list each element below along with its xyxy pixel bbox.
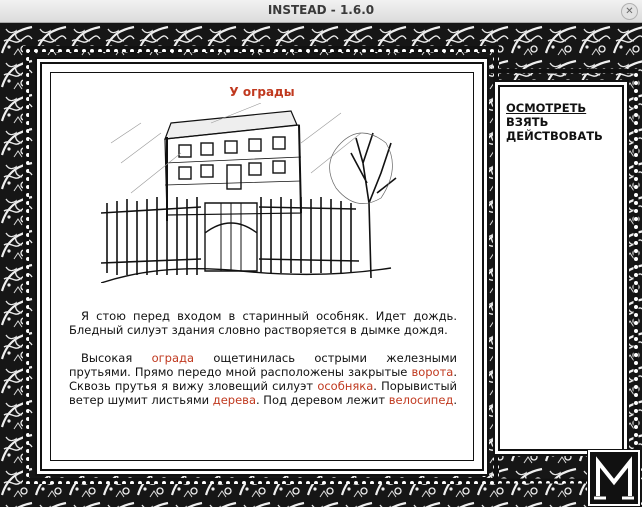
- room-description-1: Я стою перед входом в старинный особняк. Идет дождь. Бледный силуэт здания словно растворяется в дымке дождя.: [69, 309, 457, 337]
- verb-examine[interactable]: ОСМОТРЕТЬ: [506, 101, 587, 115]
- room-description-2: [69, 351, 457, 407]
- window-title: INSTEAD - 1.6.0: [267, 3, 375, 17]
- desc-text: Высокая: [81, 351, 152, 365]
- object-link-tree[interactable]: дерева: [212, 393, 256, 407]
- verb-act[interactable]: ДЕЙСТВОВАТЬ: [506, 129, 603, 143]
- object-link-bicycle[interactable]: велосипед: [388, 393, 454, 407]
- story-inner-border: [50, 72, 474, 461]
- object-link-gate[interactable]: ворота: [411, 365, 454, 379]
- desc-text: ощетинилась острыми железными прутьями. Прямо передо мной расположены закрытые: [69, 351, 457, 379]
- object-link-mansion[interactable]: особняка: [317, 379, 374, 393]
- desc-text: . Под деревом лежит: [256, 393, 389, 407]
- inventory-panel: [498, 85, 624, 451]
- menu-button[interactable]: [588, 450, 640, 506]
- menu-monogram-icon[interactable]: [590, 452, 638, 504]
- verb-list: [506, 101, 603, 143]
- verb-take[interactable]: ВЗЯТЬ: [506, 115, 549, 129]
- close-button[interactable]: [621, 3, 638, 20]
- mansion-sketch-image: [101, 103, 401, 283]
- title-bar: [0, 0, 642, 23]
- object-link-fence[interactable]: ограда: [151, 351, 195, 365]
- desc-text: . Порывистый ветер шумит листьями: [69, 379, 457, 407]
- story-panel: [40, 62, 484, 471]
- desc-text: .: [453, 393, 458, 407]
- room-title: У ограды: [229, 85, 295, 99]
- close-icon[interactable]: ✕: [625, 6, 634, 17]
- desc-text: . Сквозь прутья я вижу зловещий силуэт: [69, 365, 457, 393]
